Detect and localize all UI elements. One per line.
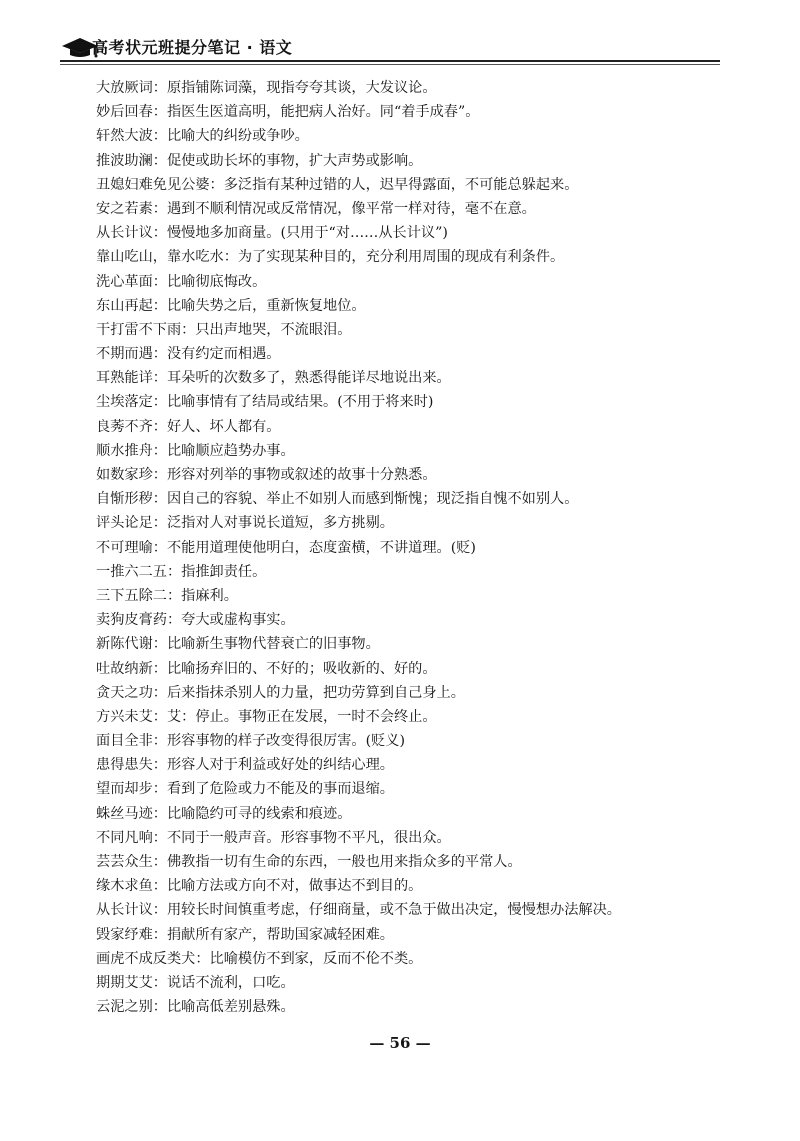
- idiom-entry: 贪天之功：后来指抹杀别人的力量，把功劳算到自己身上。: [96, 684, 465, 701]
- idiom-entry: 患得患失：形容人对于利益或好处的纠结心理。: [96, 757, 394, 774]
- idiom-entry: 新陈代谢：比喻新生事物代替衰亡的旧事物。: [96, 636, 380, 653]
- page-number: — 56 —: [369, 1034, 431, 1052]
- idiom-entry: 尘埃落定：比喻事情有了结局或结果。(不用于将来时): [96, 394, 434, 411]
- idiom-entry: 自惭形秽：因自己的容貌、举止不如别人而感到惭愧；现泛指自愧不如别人。: [96, 491, 579, 508]
- idiom-entry: 从长计议：用较长时间慎重考虑，仔细商量，或不急于做出决定，慢慢想办法解决。: [96, 902, 621, 919]
- idiom-entry: 面目全非：形容事物的样子改变得很厉害。(贬义): [96, 733, 406, 750]
- idiom-entry: 毁家纾难：捐献所有家产，帮助国家减轻困难。: [96, 926, 394, 943]
- idiom-entry: 卖狗皮膏药：夸大或虚构事实。: [96, 612, 295, 629]
- idiom-entry: 良莠不齐：好人、坏人都有。: [96, 418, 281, 435]
- page-header: [60, 30, 720, 70]
- idiom-entry: 蛛丝马迹：比喻隐约可寻的线索和痕迹。: [96, 805, 352, 822]
- header-title: 高考状元班提分笔记 · 语文: [92, 38, 293, 57]
- idiom-entry: 靠山吃山，靠水吃水：为了实现某种目的，充分利用周围的现成有利条件。: [96, 249, 565, 266]
- idiom-entry: 期期艾艾：说话不流利，口吃。: [96, 974, 295, 991]
- idiom-entry: 干打雷不下雨：只出声地哭，不流眼泪。: [96, 321, 352, 338]
- idiom-entry: 方兴未艾：艾：停止。事物正在发展，一时不会终止。: [96, 708, 437, 725]
- header-rule-thin: [60, 64, 720, 65]
- header-rule: [60, 60, 720, 62]
- idiom-entry: 画虎不成反类犬：比喻模仿不到家，反而不伦不类。: [96, 950, 423, 967]
- idiom-entry: 吐故纳新：比喻扬弃旧的、不好的；吸收新的、好的。: [96, 660, 437, 677]
- idiom-entry: 耳熟能详：耳朵听的次数多了，熟悉得能详尽地说出来。: [96, 370, 451, 387]
- idiom-entry: 从长计议：慢慢地多加商量。(只用于“对……从长计议”): [96, 225, 448, 242]
- idiom-entry: 一推六二五：指推卸责任。: [96, 563, 267, 580]
- idiom-entry: 不期而遇：没有约定而相遇。: [96, 346, 281, 363]
- idiom-entry: 顺水推舟：比喻顺应趋势办事。: [96, 442, 295, 459]
- idiom-entry: 大放厥词：原指铺陈词藻，现指夸夸其谈，大发议论。: [96, 80, 437, 96]
- idiom-entry: 缘木求鱼：比喻方法或方向不对，做事达不到目的。: [96, 878, 423, 895]
- idiom-entry: 芸芸众生：佛教指一切有生命的东西，一般也用来指众多的平常人。: [96, 854, 522, 870]
- idiom-entry: 轩然大波：比喻大的纠纷或争吵。: [96, 128, 309, 145]
- idiom-entry: 不可理喻：不能用道理使他明白，态度蛮横，不讲道理。(贬): [96, 539, 476, 556]
- idiom-entry: 妙后回春：指医生医道高明，能把病人治好。同“着手成春”。: [96, 104, 480, 121]
- idiom-entry: 推波助澜：促使或助长坏的事物，扩大声势或影响。: [96, 152, 423, 169]
- idiom-entry: 不同凡响：不同于一般声音。形容事物不平凡，很出众。: [96, 829, 451, 846]
- idiom-entry: 安之若素：遇到不顺利情况或反常情况，像平常一样对待，毫不在意。: [96, 200, 536, 217]
- idiom-list: [96, 76, 736, 1019]
- idiom-entry: 洗心革面：比喻彻底悔改。: [96, 273, 267, 290]
- idiom-entry: 丑媳妇难免见公婆：多泛指有某种过错的人，迟早得露面，不可能总躲起来。: [96, 176, 579, 193]
- idiom-entry: 东山再起：比喻失势之后，重新恢复地位。: [96, 297, 366, 314]
- idiom-entry: 云泥之别：比喻高低差别悬殊。: [96, 999, 295, 1016]
- idiom-entry: 评头论足：泛指对人对事说长道短，多方挑剔。: [96, 515, 394, 532]
- idiom-entry: 望而却步：看到了危险或力不能及的事而退缩。: [96, 781, 394, 798]
- idiom-entry: 如数家珍：形容对列举的事物或叙述的故事十分熟悉。: [96, 467, 437, 483]
- idiom-entry: 三下五除二：指麻利。: [96, 587, 238, 604]
